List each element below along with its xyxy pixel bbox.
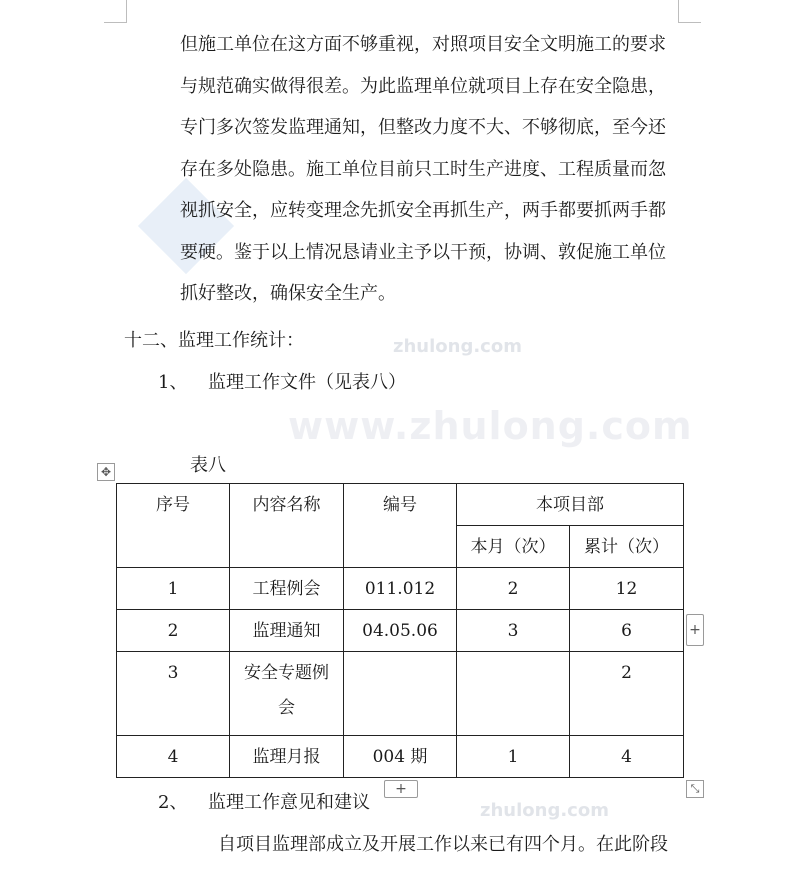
table-caption: 表八 bbox=[190, 455, 226, 476]
cell-name-line: 安全专题例 bbox=[244, 663, 329, 683]
header-code[interactable]: 编号 bbox=[344, 484, 457, 568]
table-row bbox=[117, 568, 684, 610]
table-move-handle-icon[interactable]: ✥ bbox=[97, 463, 115, 481]
cell-code[interactable]: 011.012 bbox=[344, 568, 457, 610]
watermark-text: zhulong.com bbox=[393, 336, 522, 357]
list-item-2 bbox=[158, 788, 370, 814]
page-corner-mark-top-right bbox=[678, 0, 701, 23]
stats-table[interactable] bbox=[116, 483, 684, 778]
header-dept[interactable]: 本项目部 bbox=[457, 484, 684, 526]
cell-seq[interactable]: 2 bbox=[117, 610, 230, 652]
add-row-button[interactable]: + bbox=[384, 780, 418, 798]
cell-month[interactable] bbox=[457, 652, 570, 736]
cell-name[interactable]: 工程例会 bbox=[230, 568, 344, 610]
table-resize-handle-icon[interactable]: ⤡ bbox=[686, 780, 704, 798]
watermark-text-bottom: zhulong.com bbox=[480, 800, 609, 821]
list-item-number: 1、 bbox=[158, 372, 188, 393]
header-name[interactable]: 内容名称 bbox=[230, 484, 344, 568]
header-seq[interactable]: 序号 bbox=[117, 484, 230, 568]
header-month[interactable]: 本月（次） bbox=[457, 526, 570, 568]
page-corner-mark-top-left bbox=[104, 0, 127, 23]
cell-seq[interactable]: 4 bbox=[117, 736, 230, 778]
cell-name[interactable] bbox=[230, 652, 344, 736]
paragraph-line: 专门多次签发监理通知，但整改力度不大、不够彻底，至今还 bbox=[180, 117, 666, 138]
cell-total[interactable]: 12 bbox=[570, 568, 684, 610]
add-column-button[interactable]: + bbox=[686, 614, 704, 646]
cell-name[interactable]: 监理月报 bbox=[230, 736, 344, 778]
watermark-text-large: www.zhulong.com bbox=[288, 404, 693, 448]
cell-seq[interactable]: 3 bbox=[117, 652, 230, 736]
list-item-number: 2、 bbox=[158, 792, 188, 813]
list-item-text: 监理工作意见和建议 bbox=[208, 792, 370, 813]
paragraph-line: 视抓安全，应转变理念先抓安全再抓生产，两手都要抓两手都 bbox=[180, 200, 666, 221]
list-item-1 bbox=[158, 368, 406, 394]
body-paragraph-continued[interactable]: 自项目监理部成立及开展工作以来已有四个月。在此阶段 bbox=[218, 834, 668, 855]
cell-seq[interactable]: 1 bbox=[117, 568, 230, 610]
cell-total[interactable]: 6 bbox=[570, 610, 684, 652]
cell-month[interactable]: 3 bbox=[457, 610, 570, 652]
cell-total[interactable]: 4 bbox=[570, 736, 684, 778]
paragraph-line: 抓好整改，确保安全生产。 bbox=[180, 283, 396, 304]
list-item-text: 监理工作文件（见表八） bbox=[208, 372, 406, 393]
cell-name-line: 会 bbox=[278, 698, 295, 718]
paragraph-line: 与规范确实做得很差。为此监理单位就项目上存在安全隐患， bbox=[180, 75, 666, 97]
cell-code[interactable]: 04.05.06 bbox=[344, 610, 457, 652]
header-total[interactable]: 累计（次） bbox=[570, 526, 684, 568]
paragraph-line: 但施工单位在这方面不够重视，对照项目安全文明施工的要求 bbox=[180, 34, 666, 55]
cell-code[interactable]: 004 期 bbox=[344, 736, 457, 778]
cell-total[interactable]: 2 bbox=[570, 652, 684, 736]
section-heading: 十二、监理工作统计： bbox=[124, 330, 304, 351]
table-row bbox=[117, 652, 684, 736]
cell-month[interactable]: 1 bbox=[457, 736, 570, 778]
paragraph-line: 要硬。鉴于以上情况恳请业主予以干预，协调、敦促施工单位 bbox=[180, 241, 666, 263]
cell-month[interactable]: 2 bbox=[457, 568, 570, 610]
body-paragraph[interactable] bbox=[180, 24, 678, 315]
table-row bbox=[117, 610, 684, 652]
cell-code[interactable] bbox=[344, 652, 457, 736]
paragraph-line: 存在多处隐患。施工单位目前只工时生产进度、工程质量而忽 bbox=[180, 158, 666, 180]
table-header-row bbox=[117, 484, 684, 526]
table-row bbox=[117, 736, 684, 778]
cell-name[interactable]: 监理通知 bbox=[230, 610, 344, 652]
